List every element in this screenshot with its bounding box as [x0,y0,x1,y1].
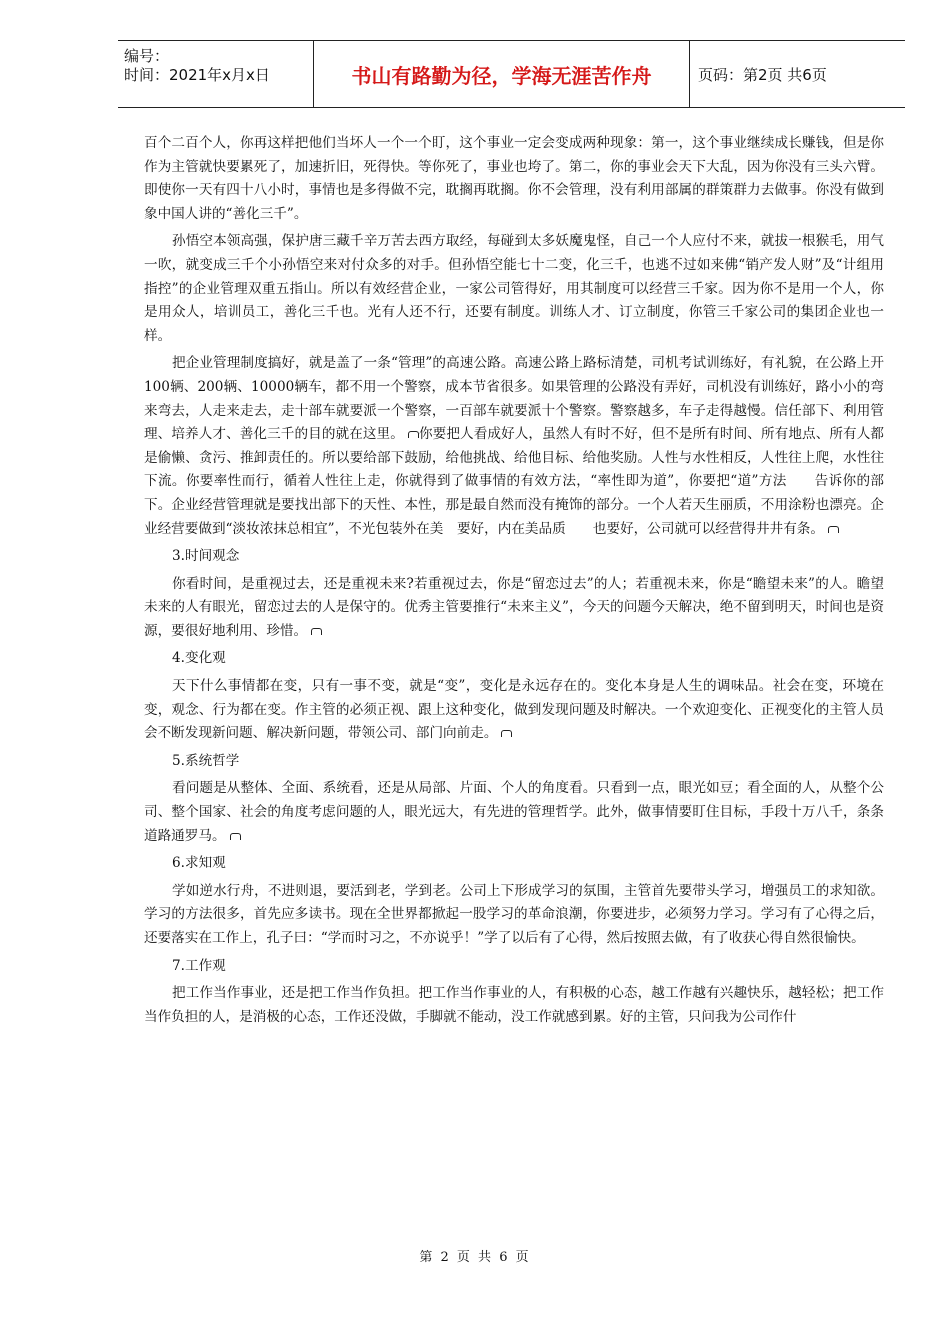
paragraph-text: 看问题是从整体、全面、系统看，还是从局部、片面、个人的角度看。只看到一点，眼光如豆；看全面的人，从整个公司、整个国家、社会的角度考虑问题的人，眼光远大，有先进的管理哲学。此外，做事情要盯住目标，手段十万八千，条条道路通罗马。 [144,780,884,844]
paragraph-mark-icon [828,526,839,533]
section-heading: 4.变化观 [172,650,226,667]
header-motto: 书山有路勤为径，学海无涯苦作舟 [314,41,690,107]
paragraph-mark-icon [230,833,241,840]
header-page-label: 页码：第2页 共6页 [698,65,827,84]
paragraph: 百个二百个人，你再这样把他们当坏人一个一个盯，这个事业一定会变成两种现象：第一，这个事业继续成长赚钱，但是你作为主管就快要累死了，加速折旧，死得快。等你死了，事业也垮了。第二，你的事业会天下大乱，因为你没有三头六臂。即使你一天有四十八小时，事情也是多得做不完，耽搁再耽搁。你不会管理，没有利用部属的群策群力去做事。你没有做到象中国人讲的“善化三千”。 [144,135,884,222]
section-heading: 3.时间观念 [172,548,240,565]
section-heading: 6.求知观 [172,855,226,872]
paragraph [144,675,884,746]
header-code-label: 编号： [124,47,170,65]
paragraph-mark-icon [311,628,322,635]
paragraph-text: 天下什么事情都在变，只有一事不变，就是“变”，变化是永远存在的。变化本身是人生的调味品。社会在变，环境在变，观念、行为都在变。作主管的必须正视、跟上这种变化，做到发现问题及时解决。一个欢迎变化、正视变化的主管人员会不断发现新问题、解决新问题，带领公司、部门向前走。 [144,678,884,742]
paragraph: 孙悟空本领高强，保护唐三藏千辛万苦去西方取经，每碰到太多妖魔鬼怪，自己一个人应付不来，就拔一根猴毛，用气一吹，就变成三千个小孙悟空来对付众多的对手。但孙悟空能七十二变，化三千，也逃不过如来佛“销产发人财”及“计组用指控”的企业管理双重五指山。所以有效经营企业，一家公司管得好，用其制度可以经营三千家。因为你不是用一个人，你是用众人，培训员工，善化三千也。光有人还不行，还要有制度。训练人才、订立制度，你管三千家公司的集团企业也一样。 [144,233,884,344]
section-heading: 7.工作观 [172,957,226,974]
paragraph: 学如逆水行舟，不进则退，要活到老，学到老。公司上下形成学习的氛围，主管首先要带头学习，增强员工的求知欲。学习的方法很多，首先应多读书。现在全世界都掀起一股学习的革命浪潮，你要进步，必须努力学习。学习有了心得之后，还要落实在工作上，孔子曰：“学而时习之，不亦说乎！”学了以后有了心得，然后按照去做，有了收获心得自然很愉快。 [144,882,884,946]
document-header [118,40,905,108]
paragraph [144,352,884,541]
section-heading: 5.系统哲学 [172,752,240,769]
paragraph-mark-icon [501,730,512,737]
paragraph-mark-icon [408,431,419,438]
paragraph: 把工作当作事业，还是把工作当作负担。把工作当作事业的人，有积极的心态，越工作越有兴趣快乐，越轻松；把工作当作负担的人，是消极的心态，工作还没做，手脚就不能动，没工作就感到累。好的主管，只问我为公司作什 [144,985,884,1025]
header-time-label: 时间：2021年x月x日 [124,66,270,84]
paragraph [144,573,884,644]
page-footer: 第 2 页 共 6 页 [419,1250,531,1265]
header-meta [118,41,314,107]
paragraph-text: 把企业管理制度搞好，就是盖了一条“管理”的高速公路。高速公路上路标清楚，司机考试训练好，有礼貌，在公路上开100辆、200辆、10000辆车，都不用一个警察，成本节省很多。如果管理的公路没有弄好，司机没有训练好，路小小的弯来弯去，人走来走去，走十部车就要派一个警察，一百部车就要派十个警察。警察越多，车子走得越慢。信任部下、利用管理、培养人才、善化三千的目的就在这里。 [144,355,884,443]
paragraph-text: 你要把人看成好人，虽然人有时不好，但不是所有时间、所有地点、所有人都是偷懒、贪污、推卸责任的。所以要给部下鼓励，给他挑战、给他目标、给他奖励。人性与水性相反，人性往上爬，水性往下流。你要率性而行，循着人性往上走，你就得到了做事情的有效方法，“率性即为道”，你要把“道”方法 告诉你的部下。企业经营管理就是要找出部下的天性、本性，那是最自然而没有掩饰的部分。一个人若天生丽质，不用涂粉也漂亮。企业经营要做到“淡妆浓抹总相宜”，不光包装外在美 要好，内在美品质 也要好，公司就可以经营得井井有条。 [144,426,884,537]
paragraph-text: 你看时间，是重视过去，还是重视未来?若重视过去，你是“留恋过去”的人；若重视未来，你是“瞻望未来”的人。瞻望未来的人有眼光，留恋过去的人是保守的。优秀主管要推行“未来主义”，今天的问题今天解决，绝不留到明天，时间也是资源，要很好地利用、珍惜。 [144,575,884,639]
paragraph [144,777,884,848]
document-body [144,132,884,1033]
